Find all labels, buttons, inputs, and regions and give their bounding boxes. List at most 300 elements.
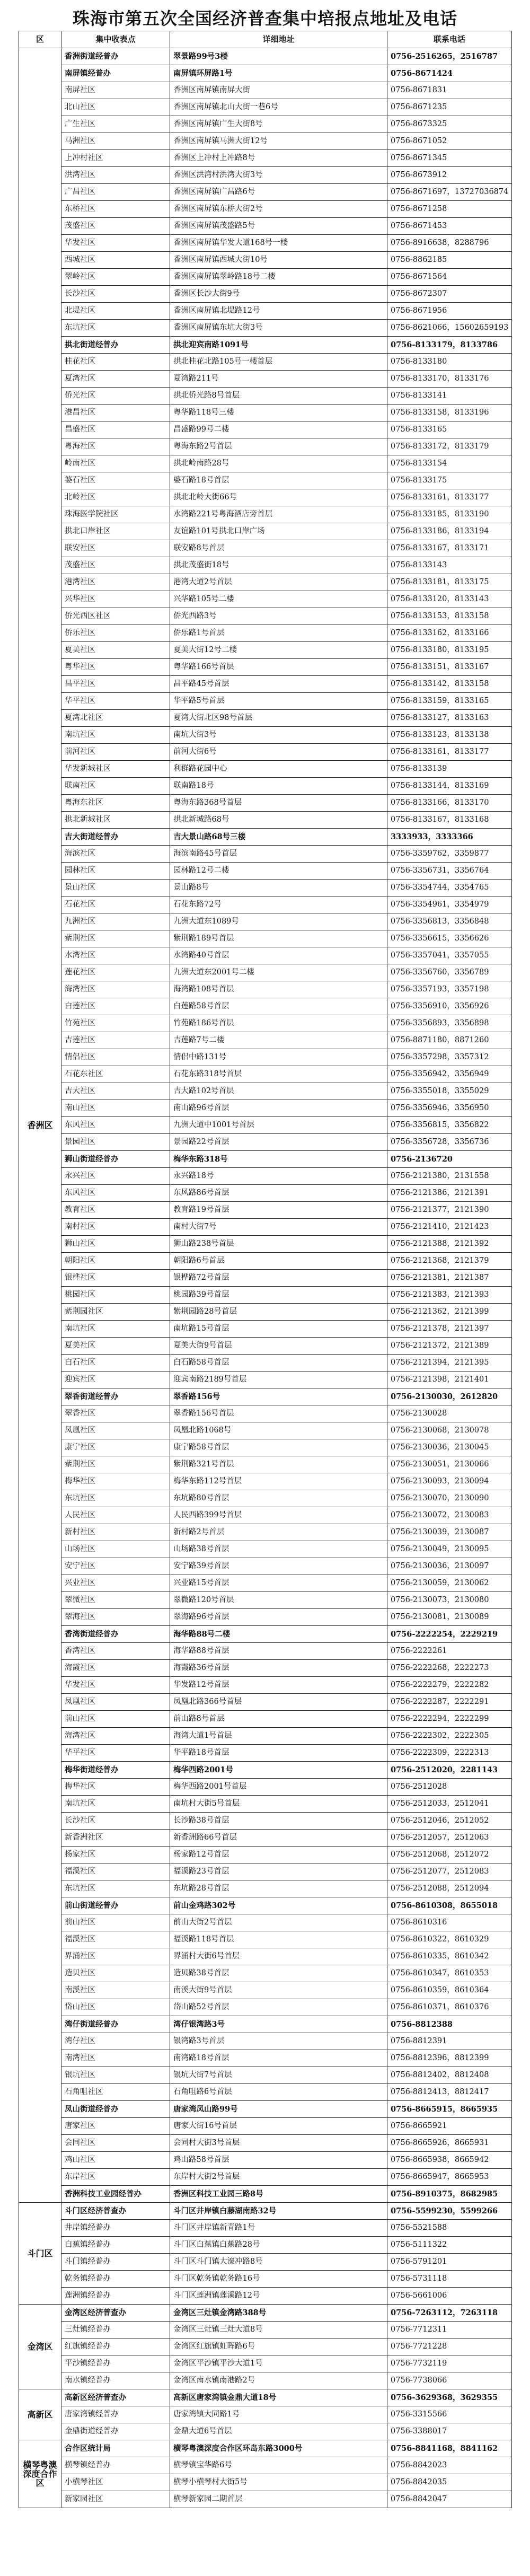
phone-cell: 0756-2121388，2121392: [387, 1236, 512, 1253]
address-cell: 华发路12号首层: [170, 1677, 387, 1694]
address-cell: 斗门区井岸镇白藤湖南路32号: [170, 2203, 387, 2220]
point-cell: 婆石社区: [61, 472, 170, 489]
point-cell: 岱山社区: [61, 1999, 170, 2016]
address-cell: 凤凰北路1068号: [170, 1422, 387, 1439]
address-cell: 长沙路38号首层: [170, 1813, 387, 1830]
address-cell: 香洲区科技工业园三路8号: [170, 2186, 387, 2203]
address-cell: 拱北迎宾南路1091号: [170, 337, 387, 354]
point-cell: 长沙社区: [61, 286, 170, 303]
point-cell: 兴华社区: [61, 591, 170, 608]
header-phone: 联系电话: [387, 31, 512, 48]
address-cell: 白石路58号首层: [170, 1355, 387, 1371]
header-district: 区: [19, 31, 61, 48]
table-row: [19, 1982, 512, 1999]
office-row: [19, 829, 512, 846]
address-cell: 竹苑路186号首层: [170, 1015, 387, 1032]
address-cell: 拱北新城路68号: [170, 812, 387, 829]
point-cell: 梅华社区: [61, 1473, 170, 1490]
address-cell: 香洲区南屏镇茂盛路5号: [170, 218, 387, 235]
phone-cell: 0756-5731118: [387, 2271, 512, 2288]
phone-cell: 0756-8133180，8133195: [387, 642, 512, 659]
table-row: [19, 303, 512, 320]
table-row: [19, 1660, 512, 1677]
table-row: [19, 2406, 512, 2423]
table-row: [19, 710, 512, 727]
office-row: [19, 48, 512, 65]
address-cell: 岱山路52号首层: [170, 1999, 387, 2016]
address-cell: 吉大路102号首层: [170, 1083, 387, 1100]
address-cell: 拱北岭南路28号: [170, 455, 387, 472]
phone-cell: 0756-2130081，2130089: [387, 1609, 512, 1626]
phone-cell: 0756-8133186，8133194: [387, 523, 512, 540]
phone-cell: 0756-8671258: [387, 201, 512, 218]
point-cell: 拱北口岸社区: [61, 523, 170, 540]
table-row: [19, 2084, 512, 2101]
address-cell: 香洲区南屏镇西城大街10号: [170, 252, 387, 269]
table-row: [19, 1456, 512, 1473]
table-row: [19, 1711, 512, 1728]
point-cell: 拱北新城社区: [61, 812, 170, 829]
table-row: [19, 1813, 512, 1830]
address-cell: 吉大景山路68号三楼: [170, 829, 387, 846]
table-row: [19, 1847, 512, 1863]
phone-cell: 0756-8133161，8133177: [387, 744, 512, 761]
office-row: [19, 2305, 512, 2322]
address-cell: 康宁路58号首层: [170, 1439, 387, 1456]
phone-cell: 0756-8673912: [387, 167, 512, 184]
phone-cell: 0756-8610335，8610342: [387, 1948, 512, 1965]
address-cell: 永兴路18号: [170, 1168, 387, 1185]
address-cell: 九洲大道东1089号: [170, 913, 387, 930]
phone-cell: 0756-2130059，2130062: [387, 1575, 512, 1592]
address-cell: 杨家路12号首层: [170, 1847, 387, 1863]
point-cell: 南坑社区: [61, 727, 170, 744]
point-cell: 凤凰社区: [61, 1422, 170, 1439]
office-row: [19, 1897, 512, 1914]
address-cell: 利群路花园中心: [170, 761, 387, 778]
address-cell: 侨光西路3号: [170, 608, 387, 625]
phone-cell: 0756-2130070，2130090: [387, 1490, 512, 1507]
point-cell: 梅华社区: [61, 1779, 170, 1796]
point-cell: 前山社区: [61, 1914, 170, 1931]
table-row: [19, 438, 512, 455]
address-cell: 香洲区南屏镇北堤路12号: [170, 303, 387, 320]
phone-cell: 0756-8673325: [387, 116, 512, 133]
address-cell: 景园路22号首层: [170, 1134, 387, 1151]
address-cell: 兴华路105号二楼: [170, 591, 387, 608]
point-cell: 茂盛社区: [61, 557, 170, 574]
point-cell: 新香洲社区: [61, 1830, 170, 1847]
address-cell: 香洲区南屏镇华发大道168号一楼: [170, 235, 387, 252]
phone-cell: 0756-3388017: [387, 2423, 512, 2440]
address-cell: 联安路8号首层: [170, 540, 387, 557]
address-cell: 兴业路15号首层: [170, 1575, 387, 1592]
table-row: [19, 947, 512, 964]
phone-cell: 0756-8862185: [387, 252, 512, 269]
address-cell: 高新区唐家湾镇金鼎大道18号: [170, 2389, 387, 2406]
address-cell: 夏美大街12号二楼: [170, 642, 387, 659]
phone-cell: 0756-8812388: [387, 2016, 512, 2033]
point-cell: 福溪社区: [61, 1931, 170, 1948]
address-cell: 横琴小横琴村大街5号: [170, 2474, 387, 2491]
office-row: [19, 65, 512, 82]
table-row: [19, 981, 512, 998]
phone-cell: 0756-5111322: [387, 2237, 512, 2254]
table-row: [19, 930, 512, 947]
table-row: [19, 1355, 512, 1371]
phone-cell: 0756-8610308，8655018: [387, 1897, 512, 1914]
point-cell: 港湾社区: [61, 574, 170, 591]
point-cell: 平沙镇经普办: [61, 2355, 170, 2372]
point-cell: 东坑社区: [61, 1880, 170, 1897]
phone-cell: 0756-8812402，8812408: [387, 2067, 512, 2084]
office-row: [19, 2203, 512, 2220]
address-cell: 南村大街7号: [170, 1219, 387, 1236]
point-cell: 迎宾社区: [61, 1371, 170, 1388]
address-cell: 横琴新家园二期首层: [170, 2491, 387, 2508]
address-cell: 南溪大街9号首层: [170, 1982, 387, 1999]
point-cell: 兴业社区: [61, 1575, 170, 1592]
address-cell: 南坑村大街5号首层: [170, 1796, 387, 1813]
point-cell: 粤华社区: [61, 659, 170, 676]
point-cell: 水湾社区: [61, 947, 170, 964]
address-cell: 香洲区上冲村上冲路8号: [170, 150, 387, 167]
phone-cell: 0756-2130073，2130080: [387, 1592, 512, 1609]
address-cell: 香洲区南屏镇翠岭路18号二楼: [170, 269, 387, 286]
point-cell: 凤山街道经普办: [61, 2101, 170, 2118]
table-row: [19, 1066, 512, 1083]
phone-cell: 0756-2222287，2222291: [387, 1694, 512, 1711]
point-cell: 桃园社区: [61, 1287, 170, 1304]
phone-cell: 0756-8671956: [387, 303, 512, 320]
address-cell: 拱北桂花北路105号一楼首层: [170, 354, 387, 371]
table-row: [19, 1490, 512, 1507]
table-row: [19, 1677, 512, 1694]
table-row: [19, 2491, 512, 2508]
address-cell: 斗门区斗门镇大濠冲路8号: [170, 2254, 387, 2271]
point-cell: 洪湾社区: [61, 167, 170, 184]
address-cell: 华平路18号首层: [170, 1745, 387, 1762]
table-row: [19, 2474, 512, 2491]
address-cell: 东坑路80号首层: [170, 1490, 387, 1507]
table-row: [19, 167, 512, 184]
address-cell: 海华路88号二楼: [170, 1626, 387, 1643]
phone-cell: 0756-7732119: [387, 2355, 512, 2372]
address-cell: 石花东路318号首层: [170, 1066, 387, 1083]
table-row: [19, 1507, 512, 1524]
address-cell: 东坑路28号首层: [170, 1880, 387, 1897]
address-cell: 白莲路58号首层: [170, 998, 387, 1015]
point-cell: 白莲社区: [61, 998, 170, 1015]
phone-cell: 0756-8842035: [387, 2474, 512, 2491]
address-cell: 紫荆路189号首层: [170, 930, 387, 947]
point-cell: 翠岭社区: [61, 269, 170, 286]
phone-cell: 0756-8671235: [387, 99, 512, 116]
address-cell: 安宁路39号首层: [170, 1558, 387, 1575]
address-cell: 斗门区白蕉镇白蕉路28号: [170, 2237, 387, 2254]
phone-cell: 0756-2130072，2130083: [387, 1507, 512, 1524]
phone-cell: 0756-8812391: [387, 2033, 512, 2050]
point-cell: 马洲社区: [61, 133, 170, 150]
phone-cell: 0756-8133143: [387, 557, 512, 574]
district-cell: 高新区: [19, 2389, 61, 2440]
phone-cell: 0756-8842047: [387, 2491, 512, 2508]
phone-cell: 0756-8133158，8133196: [387, 405, 512, 421]
collection-points-table: [19, 31, 512, 2508]
address-cell: 粤海东路2号首层: [170, 438, 387, 455]
table-row: [19, 1863, 512, 1880]
point-cell: 金湾区经济普查办: [61, 2305, 170, 2322]
point-cell: 康宁社区: [61, 1439, 170, 1456]
address-cell: 前河大街6号: [170, 744, 387, 761]
point-cell: 园林社区: [61, 863, 170, 880]
point-cell: 翠香社区: [61, 1405, 170, 1422]
phone-cell: 0756-3355018，3355029: [387, 1083, 512, 1100]
table-row: [19, 676, 512, 693]
point-cell: 昌盛社区: [61, 421, 170, 438]
table-row: [19, 1524, 512, 1541]
phone-cell: 0756-8610359，8610364: [387, 1982, 512, 1999]
table-row: [19, 405, 512, 421]
point-cell: 鸡山社区: [61, 2152, 170, 2169]
table-row: [19, 1422, 512, 1439]
address-cell: 昌盛路99号二楼: [170, 421, 387, 438]
address-cell: 横琴粤澳深度合作区环岛东路3000号: [170, 2440, 387, 2457]
point-cell: 斗门镇经普办: [61, 2254, 170, 2271]
point-cell: 福溪社区: [61, 1863, 170, 1880]
phone-cell: 0756-5661006: [387, 2288, 512, 2305]
phone-cell: 0756-8665921: [387, 2118, 512, 2135]
table-row: [19, 1880, 512, 1897]
address-cell: 翠海路96号首层: [170, 1609, 387, 1626]
phone-cell: 0756-3629368，3629355: [387, 2389, 512, 2406]
table-row: [19, 235, 512, 252]
table-row: [19, 2135, 512, 2152]
table-row: [19, 2372, 512, 2389]
address-cell: 香洲区长沙大街9号: [170, 286, 387, 303]
point-cell: 教育社区: [61, 1202, 170, 1219]
phone-cell: 0756-8842023: [387, 2457, 512, 2474]
point-cell: 斗门区经济普查办: [61, 2203, 170, 2220]
table-row: [19, 2254, 512, 2271]
phone-cell: 0756-2516265，2516787: [387, 48, 512, 65]
address-cell: 紫荆路321号首层: [170, 1456, 387, 1473]
phone-cell: 0756-8133181，8133175: [387, 574, 512, 591]
phone-cell: 0756-8133179，8133786: [387, 337, 512, 354]
table-row: [19, 1405, 512, 1422]
point-cell: 银坑社区: [61, 2067, 170, 2084]
table-row: [19, 1541, 512, 1558]
table-row: [19, 150, 512, 167]
address-cell: 海湾路108号首层: [170, 981, 387, 998]
office-row: [19, 1388, 512, 1405]
point-cell: 南坑社区: [61, 1321, 170, 1338]
table-row: [19, 2118, 512, 2135]
point-cell: 北山社区: [61, 99, 170, 116]
phone-cell: 0756-8610322，8610329: [387, 1931, 512, 1948]
table-row: [19, 506, 512, 523]
point-cell: 金鼎街道经普办: [61, 2423, 170, 2440]
phone-cell: 0756-8133141: [387, 388, 512, 405]
phone-cell: 0756-3354961，3354979: [387, 896, 512, 913]
address-cell: 梅华西路2001号首层: [170, 1779, 387, 1796]
table-row: [19, 812, 512, 829]
table-row: [19, 540, 512, 557]
point-cell: 香湾街道经普办: [61, 1626, 170, 1643]
point-cell: 景山社区: [61, 880, 170, 896]
point-cell: 海滨社区: [61, 846, 170, 863]
point-cell: 小横琴社区: [61, 2474, 170, 2491]
phone-cell: 0756-8133167，8133171: [387, 540, 512, 557]
table-row: [19, 184, 512, 201]
table-row: [19, 1185, 512, 1202]
table-row: [19, 1830, 512, 1847]
address-cell: 翠香路156号: [170, 1388, 387, 1405]
address-cell: 香洲区南屏镇广生大街8号: [170, 116, 387, 133]
point-cell: 上冲村社区: [61, 150, 170, 167]
table-row: [19, 1049, 512, 1066]
phone-cell: 0756-8812396，8812399: [387, 2050, 512, 2067]
address-cell: 南山路96号首层: [170, 1100, 387, 1117]
address-cell: 狮山路238号首层: [170, 1236, 387, 1253]
phone-cell: 0756-8133159，8133165: [387, 693, 512, 710]
table-row: [19, 421, 512, 438]
address-cell: 水湾路40号首层: [170, 947, 387, 964]
phone-cell: 0756-8133165: [387, 421, 512, 438]
phone-cell: 0756-3357041，3357055: [387, 947, 512, 964]
point-cell: 石角咀社区: [61, 2084, 170, 2101]
point-cell: 会同社区: [61, 2135, 170, 2152]
phone-cell: 0756-8916638，8288796: [387, 235, 512, 252]
address-cell: 香洲区南屏镇东桥大街2号: [170, 201, 387, 218]
phone-cell: 0756-2130036，2130097: [387, 1558, 512, 1575]
point-cell: 侨光西区社区: [61, 608, 170, 625]
point-cell: 紫荆社区: [61, 930, 170, 947]
phone-cell: 0756-2121377，2121390: [387, 1202, 512, 1219]
district-cell: 香洲区: [19, 48, 61, 2203]
address-cell: 粤华路166号首层: [170, 659, 387, 676]
table-row: [19, 642, 512, 659]
table-row: [19, 489, 512, 506]
phone-cell: 0756-2121378，2121397: [387, 1321, 512, 1338]
point-cell: 华平社区: [61, 693, 170, 710]
phone-cell: 0756-2512028: [387, 1779, 512, 1796]
phone-cell: 0756-8812413，8812417: [387, 2084, 512, 2101]
address-cell: 粤华路118号三楼: [170, 405, 387, 421]
point-cell: 石花东社区: [61, 1066, 170, 1083]
table-row: [19, 1236, 512, 1253]
address-cell: 夏湾大街北区98号首层: [170, 710, 387, 727]
address-cell: 景山路8号: [170, 880, 387, 896]
phone-cell: 0756-8133185，8133190: [387, 506, 512, 523]
address-cell: 海华路88号首层: [170, 1643, 387, 1660]
address-cell: 联南路18号: [170, 778, 387, 795]
phone-cell: 0756-3356893，3356898: [387, 1015, 512, 1032]
table-row: [19, 744, 512, 761]
phone-cell: 0756-8133175: [387, 472, 512, 489]
table-row: [19, 2237, 512, 2254]
address-cell: 侨乐路1号首层: [170, 625, 387, 642]
phone-cell: 0756-8610347，8610353: [387, 1965, 512, 1982]
office-row: [19, 2440, 512, 2457]
page-title: 珠海市第五次全国经济普查集中培报点地址及电话: [72, 8, 457, 29]
point-cell: 银桦社区: [61, 1270, 170, 1287]
table-row: [19, 1100, 512, 1117]
point-cell: 竹苑社区: [61, 1015, 170, 1032]
address-cell: 石角咀路6号首层: [170, 2084, 387, 2101]
table-row: [19, 1999, 512, 2016]
point-cell: 翠香街道经普办: [61, 1388, 170, 1405]
phone-cell: 0756-8671564: [387, 269, 512, 286]
table-row: [19, 1338, 512, 1355]
table-row: [19, 625, 512, 642]
phone-cell: 0756-2222302，2222305: [387, 1728, 512, 1745]
point-cell: 石花社区: [61, 896, 170, 913]
phone-cell: 0756-2512077，2512083: [387, 1863, 512, 1880]
address-cell: 鸡山路58号首层: [170, 2152, 387, 2169]
phone-cell: 0756-8610371，8610376: [387, 1999, 512, 2016]
table-row: [19, 1253, 512, 1270]
address-cell: 造贝路38号首层: [170, 1965, 387, 1982]
point-cell: 华发社区: [61, 235, 170, 252]
table-row: [19, 1592, 512, 1609]
address-cell: 唐家湾凤山路99号: [170, 2101, 387, 2118]
table-row: [19, 1439, 512, 1456]
point-cell: 前山街道经普办: [61, 1897, 170, 1914]
point-cell: 岭南社区: [61, 455, 170, 472]
address-cell: 石花东路72号: [170, 896, 387, 913]
address-cell: 金湾区南水镇南港路2号: [170, 2372, 387, 2389]
point-cell: 香洲科技工业园经普办: [61, 2186, 170, 2203]
table-row: [19, 778, 512, 795]
table-row: [19, 1948, 512, 1965]
address-cell: 福溪路118号首层: [170, 1931, 387, 1948]
point-cell: 夏湾北社区: [61, 710, 170, 727]
phone-cell: 0756-2121394，2121395: [387, 1355, 512, 1371]
phone-cell: 0756-2130051，2130066: [387, 1456, 512, 1473]
address-cell: 前山金鸡路302号: [170, 1897, 387, 1914]
address-cell: 夏美大街9号首层: [170, 1338, 387, 1355]
address-cell: 斗门区井岸镇新青路1号: [170, 2220, 387, 2237]
address-cell: 南屏镇环屏路1号: [170, 65, 387, 82]
address-cell: 斗门区乾务镇乾务路16号: [170, 2271, 387, 2288]
point-cell: 红旗镇经普办: [61, 2338, 170, 2355]
point-cell: 情侣社区: [61, 1049, 170, 1066]
table-row: [19, 795, 512, 812]
address-cell: 拱北北岭大街66号: [170, 489, 387, 506]
table-row: [19, 2288, 512, 2305]
table-row: [19, 2220, 512, 2237]
point-cell: 湾仔街道经普办: [61, 2016, 170, 2033]
table-row: [19, 1745, 512, 1762]
table-row: [19, 2067, 512, 2084]
phone-cell: 0756-8133139: [387, 761, 512, 778]
point-cell: 香湾社区: [61, 1643, 170, 1660]
office-row: [19, 2101, 512, 2118]
point-cell: 人民社区: [61, 1507, 170, 1524]
table-row: [19, 1473, 512, 1490]
table-row: [19, 727, 512, 744]
table-row: [19, 2271, 512, 2288]
point-cell: 梅华街道经普办: [61, 1762, 170, 1779]
table-row: [19, 320, 512, 337]
address-cell: 金鼎大道6号首层: [170, 2423, 387, 2440]
address-cell: 斗门区莲洲镇莲溪路12号: [170, 2288, 387, 2305]
phone-cell: 0756-8133161，8133177: [387, 489, 512, 506]
address-cell: 吉莲路7号二楼: [170, 1032, 387, 1049]
address-cell: 华平路5号首层: [170, 693, 387, 710]
point-cell: 朝阳社区: [61, 1253, 170, 1270]
